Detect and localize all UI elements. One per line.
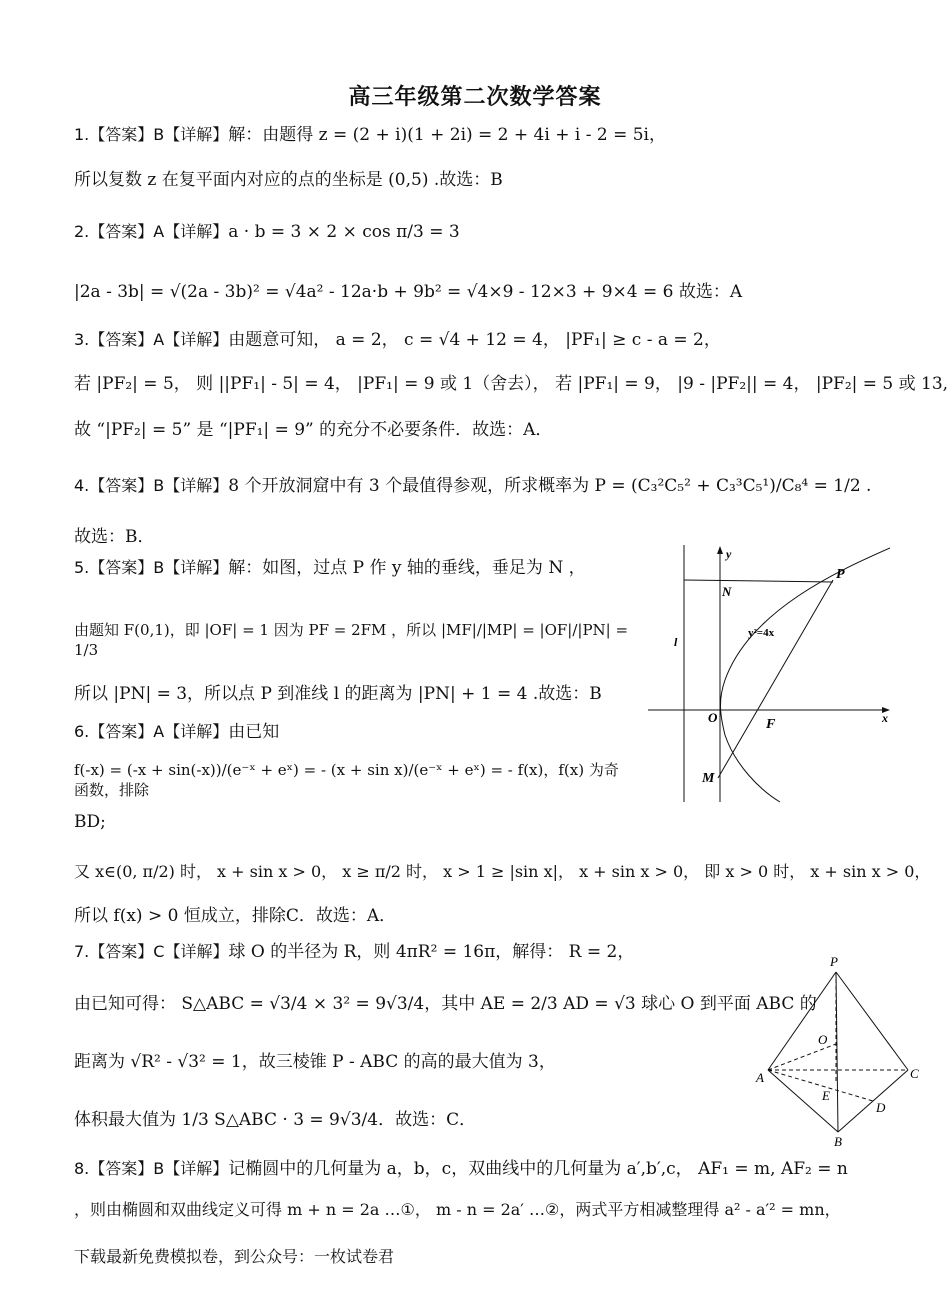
q6-line4: 又 x∈(0, π/2) 时， x + sin x > 0， x ≥ π/2 时， x > 1 ≥ |sin x|， x + sin x > 0， 即 x > 0 时， x + sin x > 0， <box>74 862 931 881</box>
label-b: B <box>834 1134 842 1148</box>
q1-text: 解：由题得 z = (2 + i)(1 + 2i) = 2 + 4i + i - 2 = 5i， <box>228 125 666 145</box>
q4-number: 4. <box>74 476 90 495</box>
q5-answer: 【答案】B <box>89 558 165 577</box>
q6-answer: 【答案】A <box>89 722 165 741</box>
label-parabola-equation: y²=4x <box>748 627 775 639</box>
q6-number: 6. <box>74 722 90 741</box>
q2-detail: 【详解】 <box>164 222 229 241</box>
q3-answer: 【答案】A <box>89 330 165 349</box>
y-axis-arrow <box>717 546 723 554</box>
q8-answer: 【答案】B <box>89 1159 165 1178</box>
q6-detail: 【详解】 <box>164 722 229 741</box>
q2-number: 2. <box>74 222 90 241</box>
q7-line2: 由已知可得： S△ABC = √3/4 × 3² = 9√3/4，其中 AE = 2/3 AD = √3 球心 O 到平面 ABC 的 <box>74 994 817 1014</box>
q5-text: 解：如图，过点 P 作 y 轴的垂线，垂足为 N ， <box>228 558 586 578</box>
q4-line2: 故选：B． <box>74 527 155 547</box>
q3-detail: 【详解】 <box>164 330 229 349</box>
q6-line3: BD; <box>74 812 106 832</box>
q3-number: 3. <box>74 330 90 349</box>
line-pn <box>684 580 833 582</box>
q8-line2: ，则由椭圆和双曲线定义可得 m + n = 2a …①， m - n = 2a′ …②，两式平方相减整理得 a² - a′² = mn， <box>74 1200 841 1219</box>
label-n: N <box>722 584 732 599</box>
label-o: O <box>708 710 718 725</box>
q8-detail: 【详解】 <box>164 1159 229 1178</box>
q6-text: 由已知 <box>228 722 280 742</box>
edge-pa <box>768 972 836 1070</box>
median-ad <box>768 1070 873 1101</box>
q7-detail: 【详解】 <box>164 942 229 961</box>
q4-answer: 【答案】B <box>89 476 165 495</box>
q3-line2: 若 |PF₂| = 5， 则 ||PF₁| - 5| = 4， |PF₁| = 9 或 1（舍去）， 若 |PF₁| = 9， |9 - |PF₂|| = 4， |PF₂| = 5 或 13, <box>74 374 949 394</box>
line-pm <box>718 580 833 778</box>
label-o: O <box>818 1032 828 1047</box>
q6-line2: f(-x) = (-x + sin(-x))/(e⁻ˣ + eˣ) = - (x + sin x)/(e⁻ˣ + eˣ) = - f(x)，f(x) 为奇函数，排除 <box>74 761 619 799</box>
label-f: F <box>766 717 776 732</box>
q3-text: 由题意可知， a = 2， c = √4 + 12 = 4， |PF₁| ≥ c - a = 2， <box>228 330 721 350</box>
q7-number: 7. <box>74 942 90 961</box>
q4-text: 8 个开放洞窟中有 3 个最值得参观，所求概率为 P = (C₃²C₅² + C₃³C₅¹)/C₈⁴ = 1/2 . <box>228 476 872 496</box>
q7-line4: 体积最大值为 1/3 S△ABC · 3 = 9√3/4．故选：C． <box>74 1110 477 1130</box>
label-p: P <box>830 954 838 969</box>
label-e: E <box>822 1088 830 1103</box>
q5-line3: 所以 |PN| = 3，所以点 P 到准线 l 的距离为 |PN| + 1 = 4 .故选：B <box>74 684 602 704</box>
q3-line3: 故 “|PF₂| = 5” 是 “|PF₁| = 9” 的充分不必要条件．故选：A． <box>74 420 553 440</box>
pyramid-figure <box>752 952 924 1148</box>
q2-line1 <box>74 220 890 244</box>
parabola-curve <box>720 548 890 802</box>
q5-line2: 由题知 F(0,1)，即 |OF| = 1 因为 PF = 2FM ，所以 |MF|/|MP| = |OF|/|PN| = 1/3 <box>74 621 629 659</box>
q8-text: 记椭圆中的几何量为 a，b，c，双曲线中的几何量为 a′,b′,c， AF₁ = m, AF₂ = n <box>228 1159 848 1179</box>
q1-line1 <box>74 123 890 147</box>
q2-text: a · b = 3 × 2 × cos π/3 = 3 <box>228 222 460 242</box>
q6-line5: 所以 f(x) > 0 恒成立，排除C．故选：A． <box>74 906 397 926</box>
page-title: 高三年级第二次数学答案 <box>348 85 602 110</box>
q1-number: 1. <box>74 125 90 144</box>
q1-line2: 所以复数 z 在复平面内对应的点的坐标是 (0,5) .故选：B <box>74 170 503 190</box>
q5-detail: 【详解】 <box>164 558 229 577</box>
q4-line1 <box>74 474 890 498</box>
q7-line3: 距离为 √R² - √3² = 1，故三棱锥 P - ABC 的高的最大值为 3， <box>74 1052 556 1072</box>
footer-note: 下载最新免费模拟卷，到公众号：一枚试卷君 <box>74 1247 395 1266</box>
label-p: P <box>836 567 845 582</box>
q1-detail: 【详解】 <box>164 125 229 144</box>
q7-text: 球 O 的半径为 R，则 4πR² = 16π，解得： R = 2， <box>228 942 635 962</box>
segment-ao <box>768 1044 836 1070</box>
q2-answer: 【答案】A <box>89 222 165 241</box>
label-l: l <box>674 635 678 649</box>
label-d: D <box>876 1100 886 1115</box>
edge-pc <box>836 972 908 1070</box>
q2-line2: |2a - 3b| = √(2a - 3b)² = √4a² - 12a·b + 9b² = √4×9 - 12×3 + 9×4 = 6 故选：A <box>74 282 743 302</box>
label-m: M <box>702 771 715 786</box>
q7-answer: 【答案】C <box>89 942 165 961</box>
q8-number: 8. <box>74 1159 90 1178</box>
label-x: x <box>882 711 888 725</box>
parabola-figure <box>640 540 900 810</box>
q1-answer: 【答案】B <box>89 125 165 144</box>
q5-number: 5. <box>74 558 90 577</box>
q5-line1 <box>74 556 630 580</box>
label-c: C <box>910 1066 919 1081</box>
q3-line1 <box>74 328 890 352</box>
q8-line1 <box>74 1157 890 1181</box>
q4-detail: 【详解】 <box>164 476 229 495</box>
label-a: A <box>756 1070 764 1085</box>
label-y: y <box>726 547 732 561</box>
